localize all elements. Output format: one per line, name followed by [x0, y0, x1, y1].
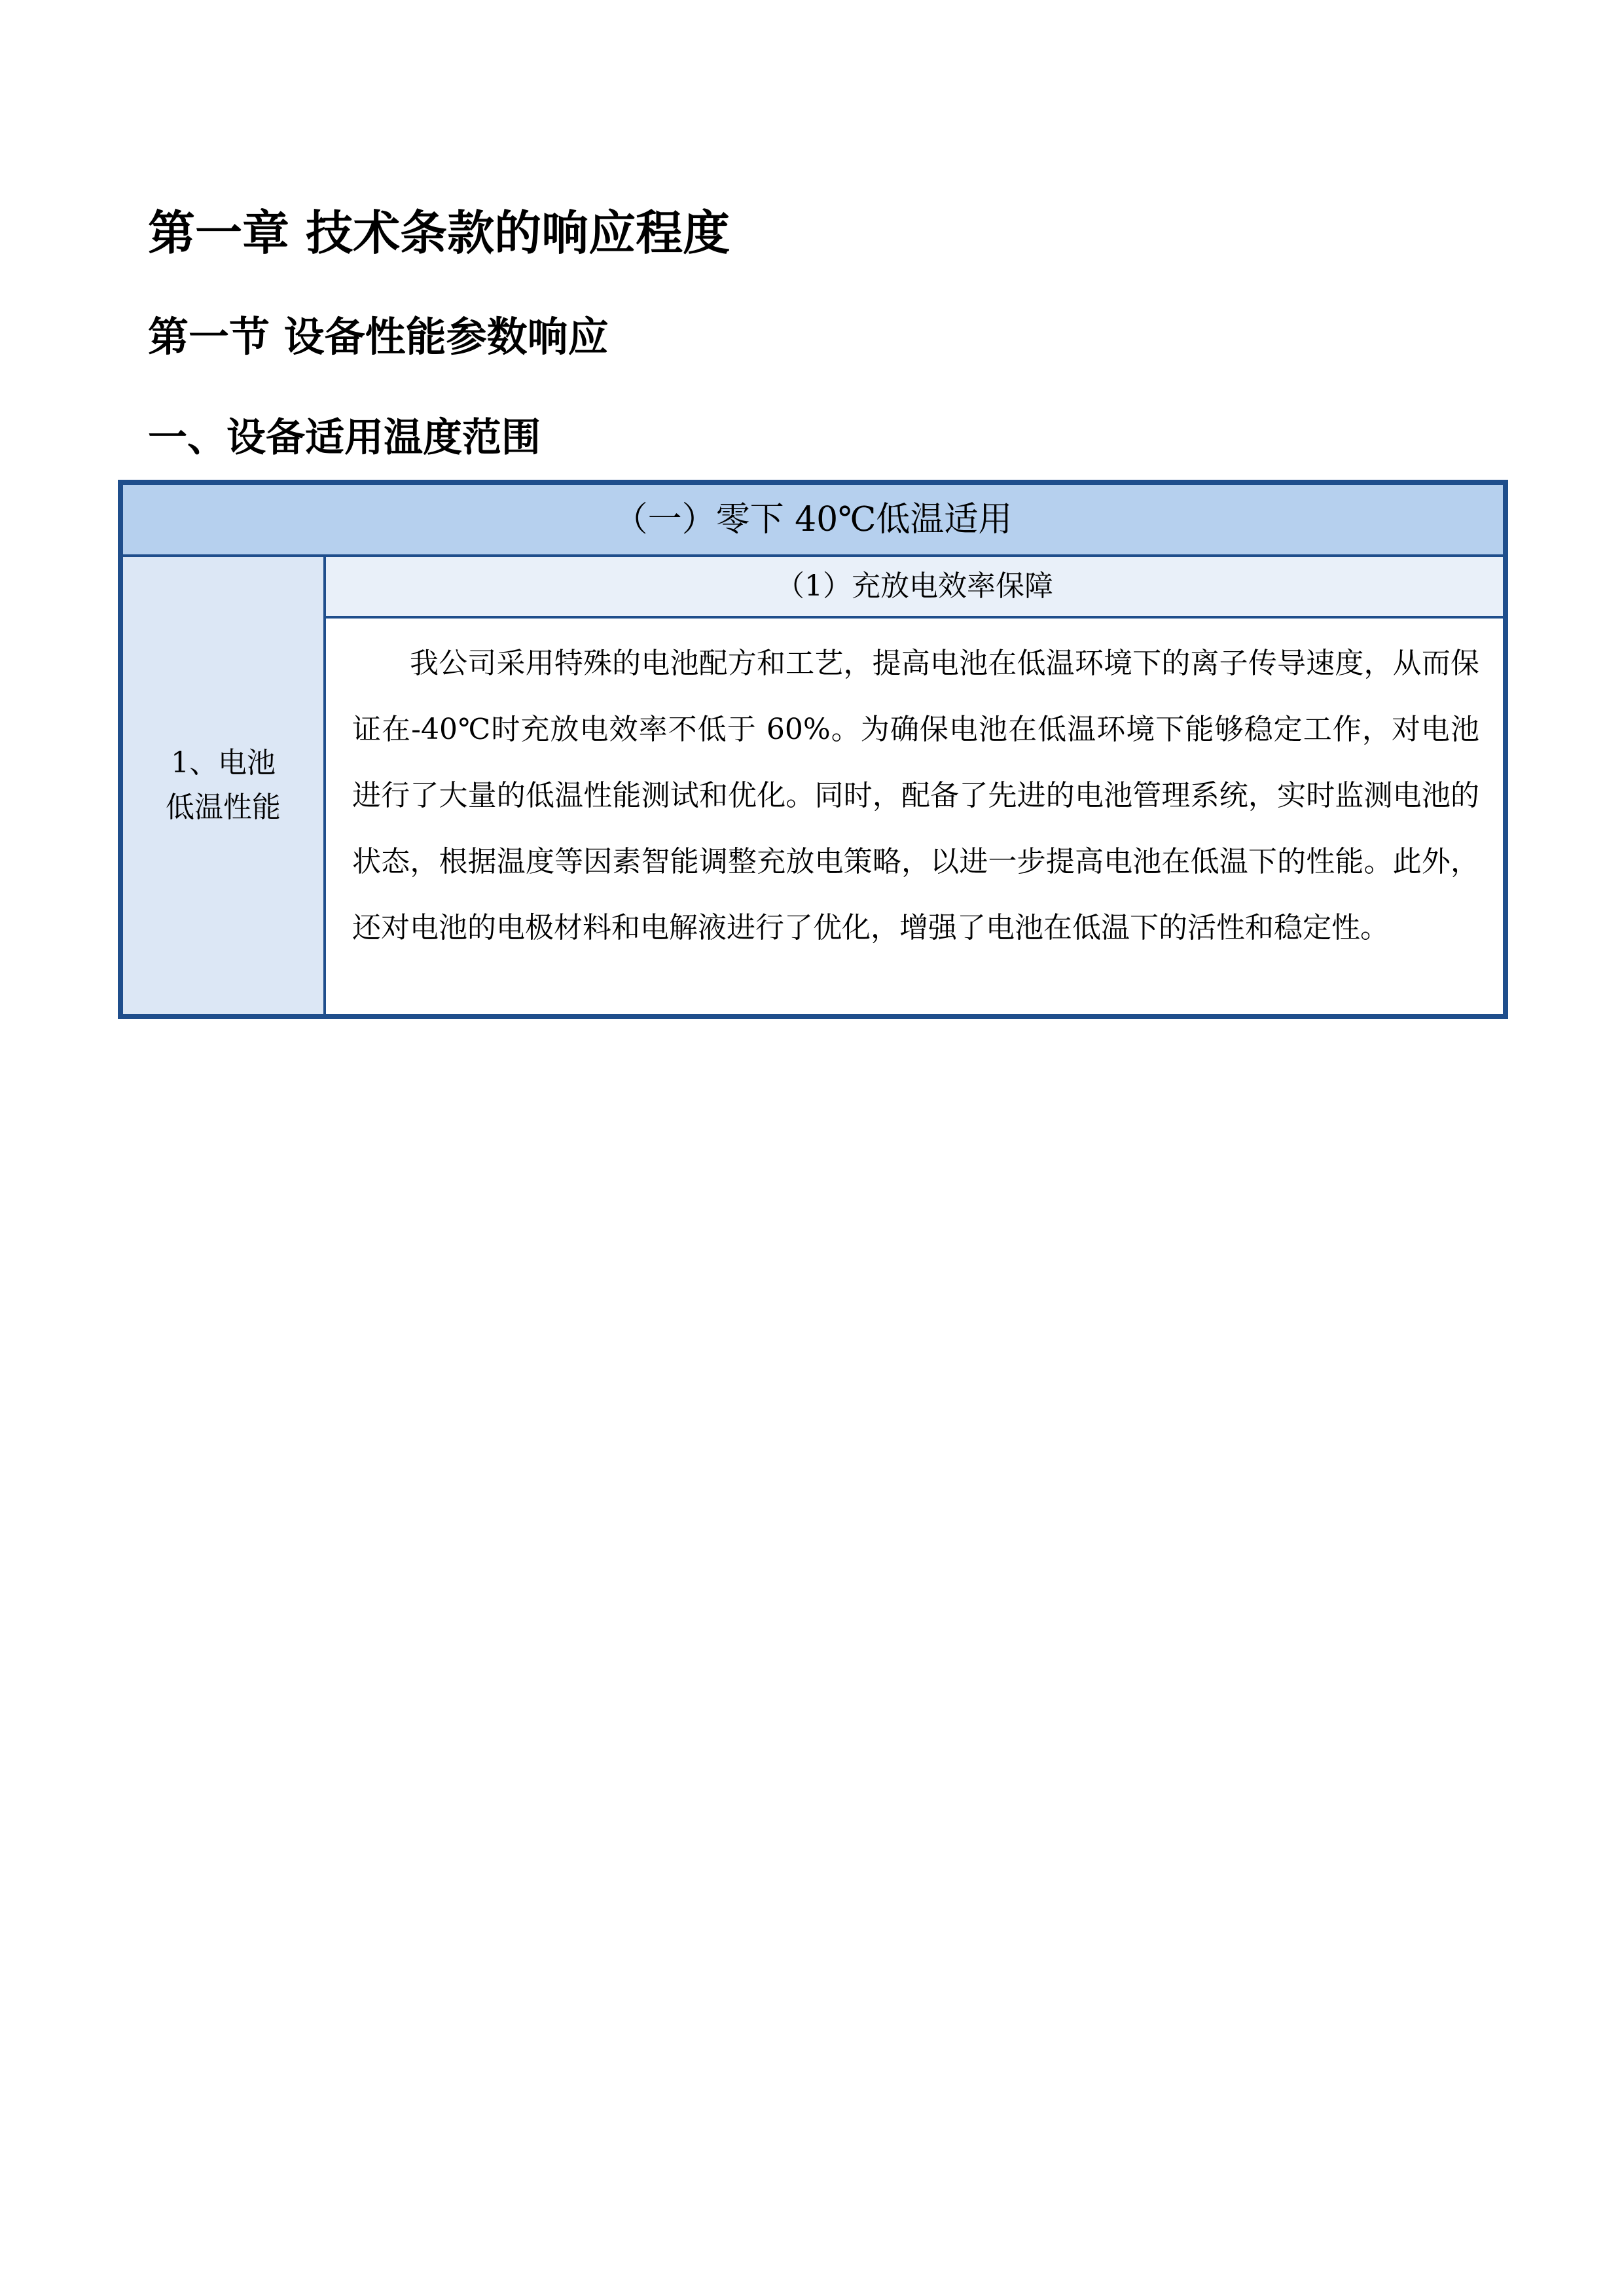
- chapter-title: 第一章 技术条款的响应程度: [148, 206, 731, 260]
- spec-table: [118, 480, 1508, 1019]
- subsection-title: 一、设备适用温度范围: [148, 415, 541, 461]
- table-body-row: [120, 617, 1506, 1016]
- table-sub-row: [120, 556, 1506, 617]
- section-title: 第一节 设备性能参数响应: [148, 313, 609, 361]
- body-paragraph: 我公司采用特殊的电池配方和工艺，提高电池在低温环境下的离子传导速度，从而保证在-40℃时充放电效率不低于 60%。为确保电池在低温环境下能够稳定工作，对电池进行了大量的低温性能测试和优化。同时，配备了先进的电池管理系统，实时监测电池的状态，根据温度等因素智能调整充放电策略，以进一步提高电池在低温下的性能。此外，还对电池的电极材料和电解液进行了优化，增强了电池在低温下的活性和稳定性。: [325, 617, 1506, 1016]
- table-title-row: [120, 482, 1506, 556]
- sub-heading: （1）充放电效率保障: [325, 556, 1506, 617]
- row-label-text: 1、电池低温性能: [166, 746, 281, 824]
- row-label: [120, 556, 325, 1016]
- table-title: （一）零下 40℃低温适用: [120, 482, 1506, 556]
